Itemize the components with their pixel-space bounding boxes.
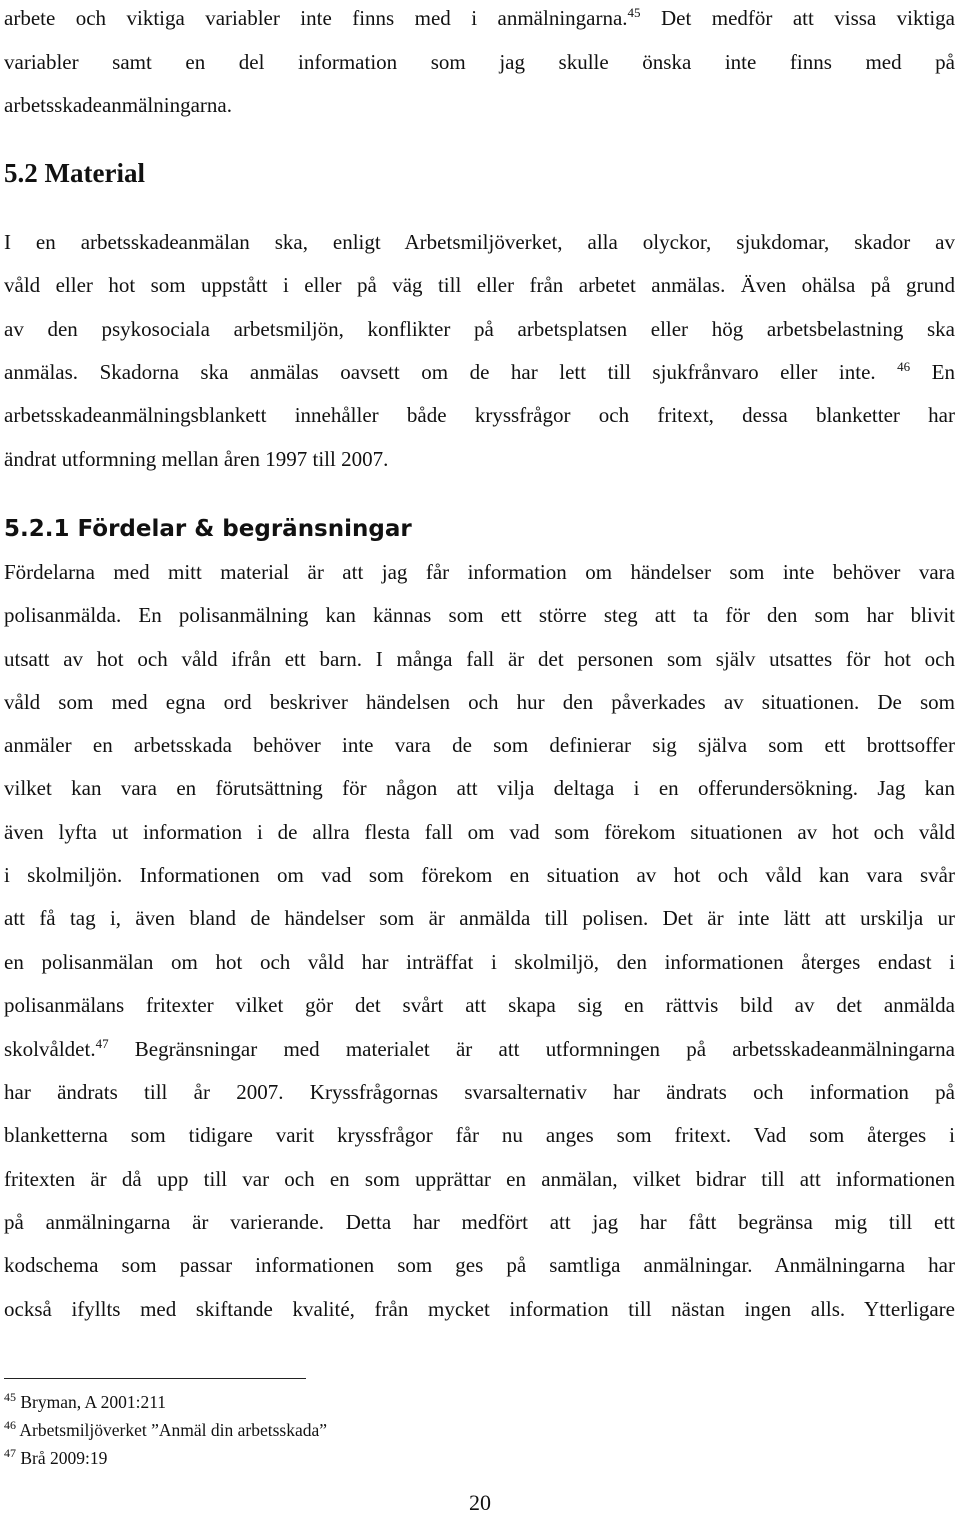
advantages-line-17: kodschema som passar informationen som ges på samtliga anmälningar. Anmälningarna har [4,1253,955,1277]
page-number: 20 [469,1490,491,1515]
advantages-line-18: också ifyllts med skiftande kvalité, från mycket information till nästan ingen alls. Ytterligare [4,1297,955,1321]
material-line-3: av den psykosociala arbetsmiljön, konflikter på arbetsplatsen eller hög arbetsbelastning ska [4,317,955,341]
material-line-5: arbetsskadeanmälningsblankett innehåller både kryssfrågor och fritext, dessa blanketter har [4,403,955,427]
intro-line-3: arbetsskadeanmälningarna. [4,93,232,117]
advantages-line-16: på anmälningarna är varierande. Detta har medfört att jag har fått begränsa mig till ett [4,1210,955,1234]
material-line-2: våld eller hot som uppstått i eller på väg till eller från arbetet anmälas. Även ohälsa på grund [4,273,955,297]
advantages-line-4: våld som med egna ord beskriver händelsen och hur den påverkades av situationen. De som [4,690,955,714]
material-line-4: anmälas. Skadorna ska anmälas oavsett om de har lett till sjukfrånvaro eller inte. $^{46}$ En [4,359,955,384]
advantages-line-10: en polisanmälan om hot och våld har inträffat i skolmiljö, den informationen återges endast i [4,950,955,974]
footnote-ref-47: 47 [95,1036,109,1051]
footnote-47: $^{47}$ Brå 2009:19 [4,1446,108,1468]
advantages-line-13: har ändrats till år 2007. Kryssfrågornas svarsalternativ har ändrats och information på [4,1080,955,1104]
material-line-6: ändrat utformning mellan åren 1997 till 2007. [4,447,389,471]
footnote-ref-46: 46 [897,359,911,374]
advantages-line-12: skolvåldet.$^{47}$ Begränsningar med materialet är att utformningen på arbetsskadeanmälningarna [4,1036,955,1061]
material-line-1: I en arbetsskadeanmälan ska, enligt Arbetsmiljöverket, alla olyckor, sjukdomar, skador av [4,230,955,254]
advantages-line-8: i skolmiljön. Informationen om vad som förekom en situation av hot och våld kan vara svår [4,863,955,887]
section-heading-material: 5.2 Material [4,158,145,188]
footnote-46: $^{46}$ Arbetsmiljöverket ”Anmäl din arbetsskada” [4,1418,328,1440]
intro-line-1: arbete och viktiga variabler inte finns med i anmälningarna.$^{45}$ Det medför att vissa viktiga [4,5,955,30]
advantages-line-15: fritexten är då upp till var och en som upprättar en anmälan, vilket bidrar till att informationen [4,1167,955,1191]
footnote-45: $^{45}$ Bryman, A 2001:211 [4,1390,167,1412]
advantages-line-9: att få tag i, även bland de händelser som är anmälda till polisen. Det är inte lätt att urskilja ur [4,906,955,930]
footnote-separator [4,1378,306,1379]
advantages-line-2: polisanmälda. En polisanmälning kan kännas som ett större steg att ta för den som har blivit [4,603,955,627]
subsection-heading-advantages: 5.2.1 Fördelar & begränsningar [4,516,412,542]
advantages-line-1: Fördelarna med mitt material är att jag får information om händelser som inte behöver vara [4,560,955,584]
advantages-line-5: anmäler en arbetsskada behöver inte vara de som definierar sig själva som ett brottsoffer [4,733,955,757]
advantages-line-11: polisanmälans fritexter vilket gör det svårt att skapa sig en rättvis bild av det anmälda [4,993,955,1017]
advantages-line-3: utsatt av hot och våld ifrån ett barn. I många fall är det personen som själv utsattes för hot och [4,647,955,671]
footnote-ref-45: 45 [627,5,641,20]
advantages-line-6: vilket kan vara en förutsättning för någon att vilja deltaga i en offerundersökning. Jag kan [4,776,955,800]
advantages-line-14: blanketterna som tidigare varit kryssfrågor får nu anges som fritext. Vad som återges i [4,1123,955,1147]
advantages-line-7: även lyfta ut information i de allra flesta fall om vad som förekom situationen av hot och våld [4,820,955,844]
intro-line-2: variabler samt en del information som jag skulle önska inte finns med på [4,50,955,74]
